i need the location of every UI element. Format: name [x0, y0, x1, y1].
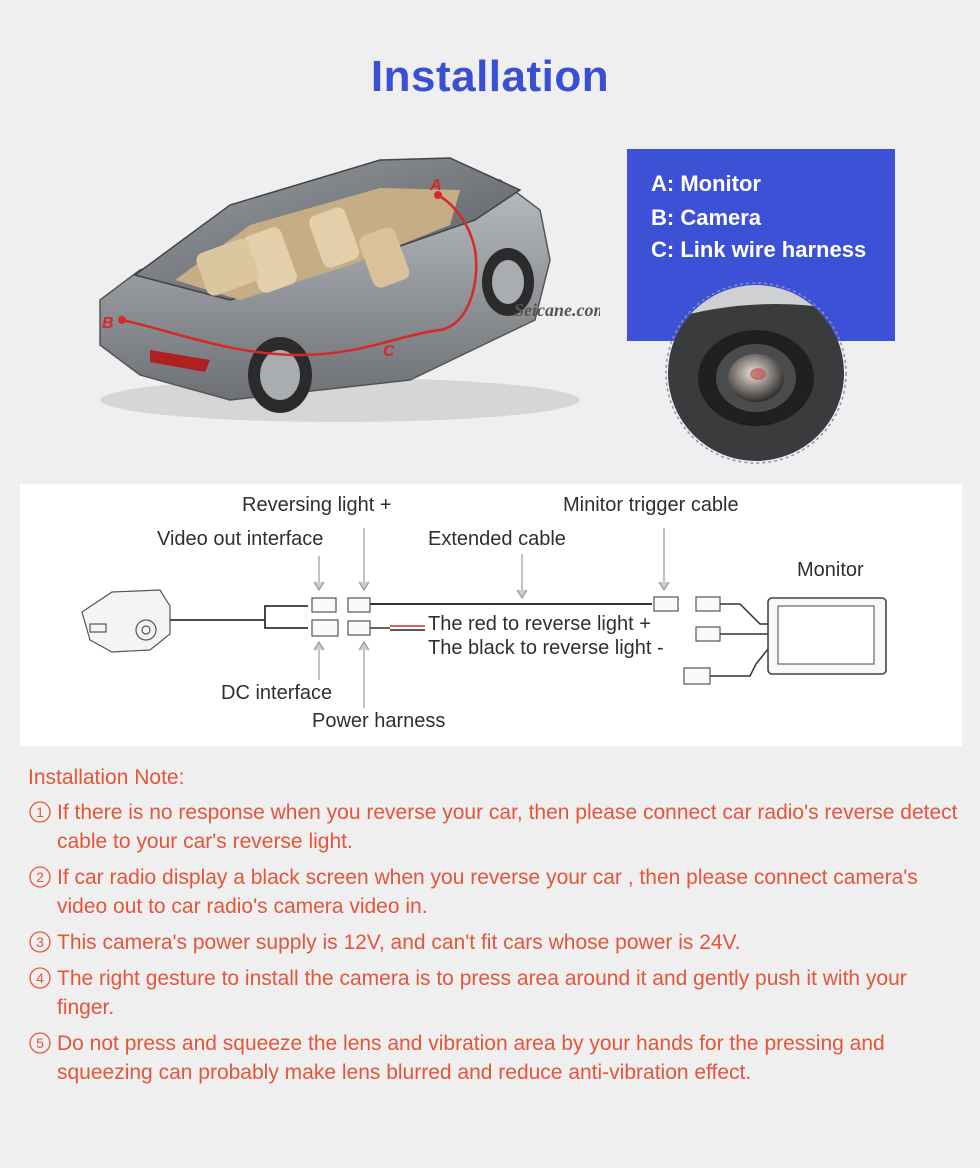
note-text: This camera's power supply is 12V, and can't fit cars whose power is 24V.: [57, 931, 741, 954]
car-label-c: C: [383, 343, 395, 360]
svg-text:4: 4: [36, 970, 44, 986]
legend-monitor: A: Monitor: [651, 171, 761, 196]
car-drawing: [80, 150, 600, 430]
note-item: [28, 928, 968, 957]
monitor-icon: [768, 598, 886, 674]
note-item: [28, 964, 968, 1022]
label-reversing-light: Reversing light +: [242, 494, 392, 516]
label-black-wire: The black to reverse light -: [428, 637, 664, 659]
svg-text:1: 1: [36, 804, 44, 820]
legend-camera: B: Camera: [651, 205, 762, 230]
camera-lens-drawing: [660, 282, 852, 464]
circled-number-icon: [28, 800, 52, 824]
note-text: Do not press and squeeze the lens and vibration area by your hands for the pressing and squeezing can probably make lens blurred and reduce anti-vibration effect.: [57, 1032, 885, 1084]
legend-harness: C: Link wire harness: [651, 237, 867, 262]
label-power-harness: Power harness: [312, 710, 446, 732]
wiring-diagram: [20, 484, 962, 746]
label-monitor-trigger: Minitor trigger cable: [563, 494, 739, 516]
note-item: [28, 863, 968, 921]
page-title: Installation: [370, 52, 610, 101]
watermark: Seicane.com: [514, 300, 600, 320]
note-item: [28, 798, 968, 856]
car-label-a: A: [430, 177, 442, 194]
car-illustration: [80, 150, 600, 430]
label-red-wire: The red to reverse light +: [428, 613, 651, 635]
svg-text:2: 2: [36, 869, 44, 885]
svg-text:3: 3: [36, 934, 44, 950]
installation-notes: [28, 766, 968, 1094]
svg-text:5: 5: [36, 1035, 44, 1051]
camera-icon: [82, 590, 170, 652]
note-text: If there is no response when you reverse your car, then please connect car radio's reverse detect cable to your car's reverse light.: [57, 801, 958, 853]
circled-number-icon: [28, 865, 52, 889]
note-text: The right gesture to install the camera is to press area around it and gently push it with your finger.: [57, 967, 907, 1019]
label-monitor: Monitor: [797, 559, 864, 581]
label-video-out: Video out interface: [157, 528, 324, 550]
circled-number-icon: [28, 930, 52, 954]
circled-number-icon: [28, 966, 52, 990]
camera-closeup: [660, 282, 852, 464]
label-extended-cable: Extended cable: [428, 528, 566, 550]
notes-heading: Installation Note:: [28, 766, 185, 789]
label-dc-interface: DC interface: [221, 682, 333, 704]
car-label-b: B: [102, 315, 114, 332]
note-item: [28, 1029, 968, 1087]
note-text: If car radio display a black screen when you reverse your car , then please connect camera's video out to car radio's camera video in.: [57, 866, 918, 918]
circled-number-icon: [28, 1031, 52, 1055]
